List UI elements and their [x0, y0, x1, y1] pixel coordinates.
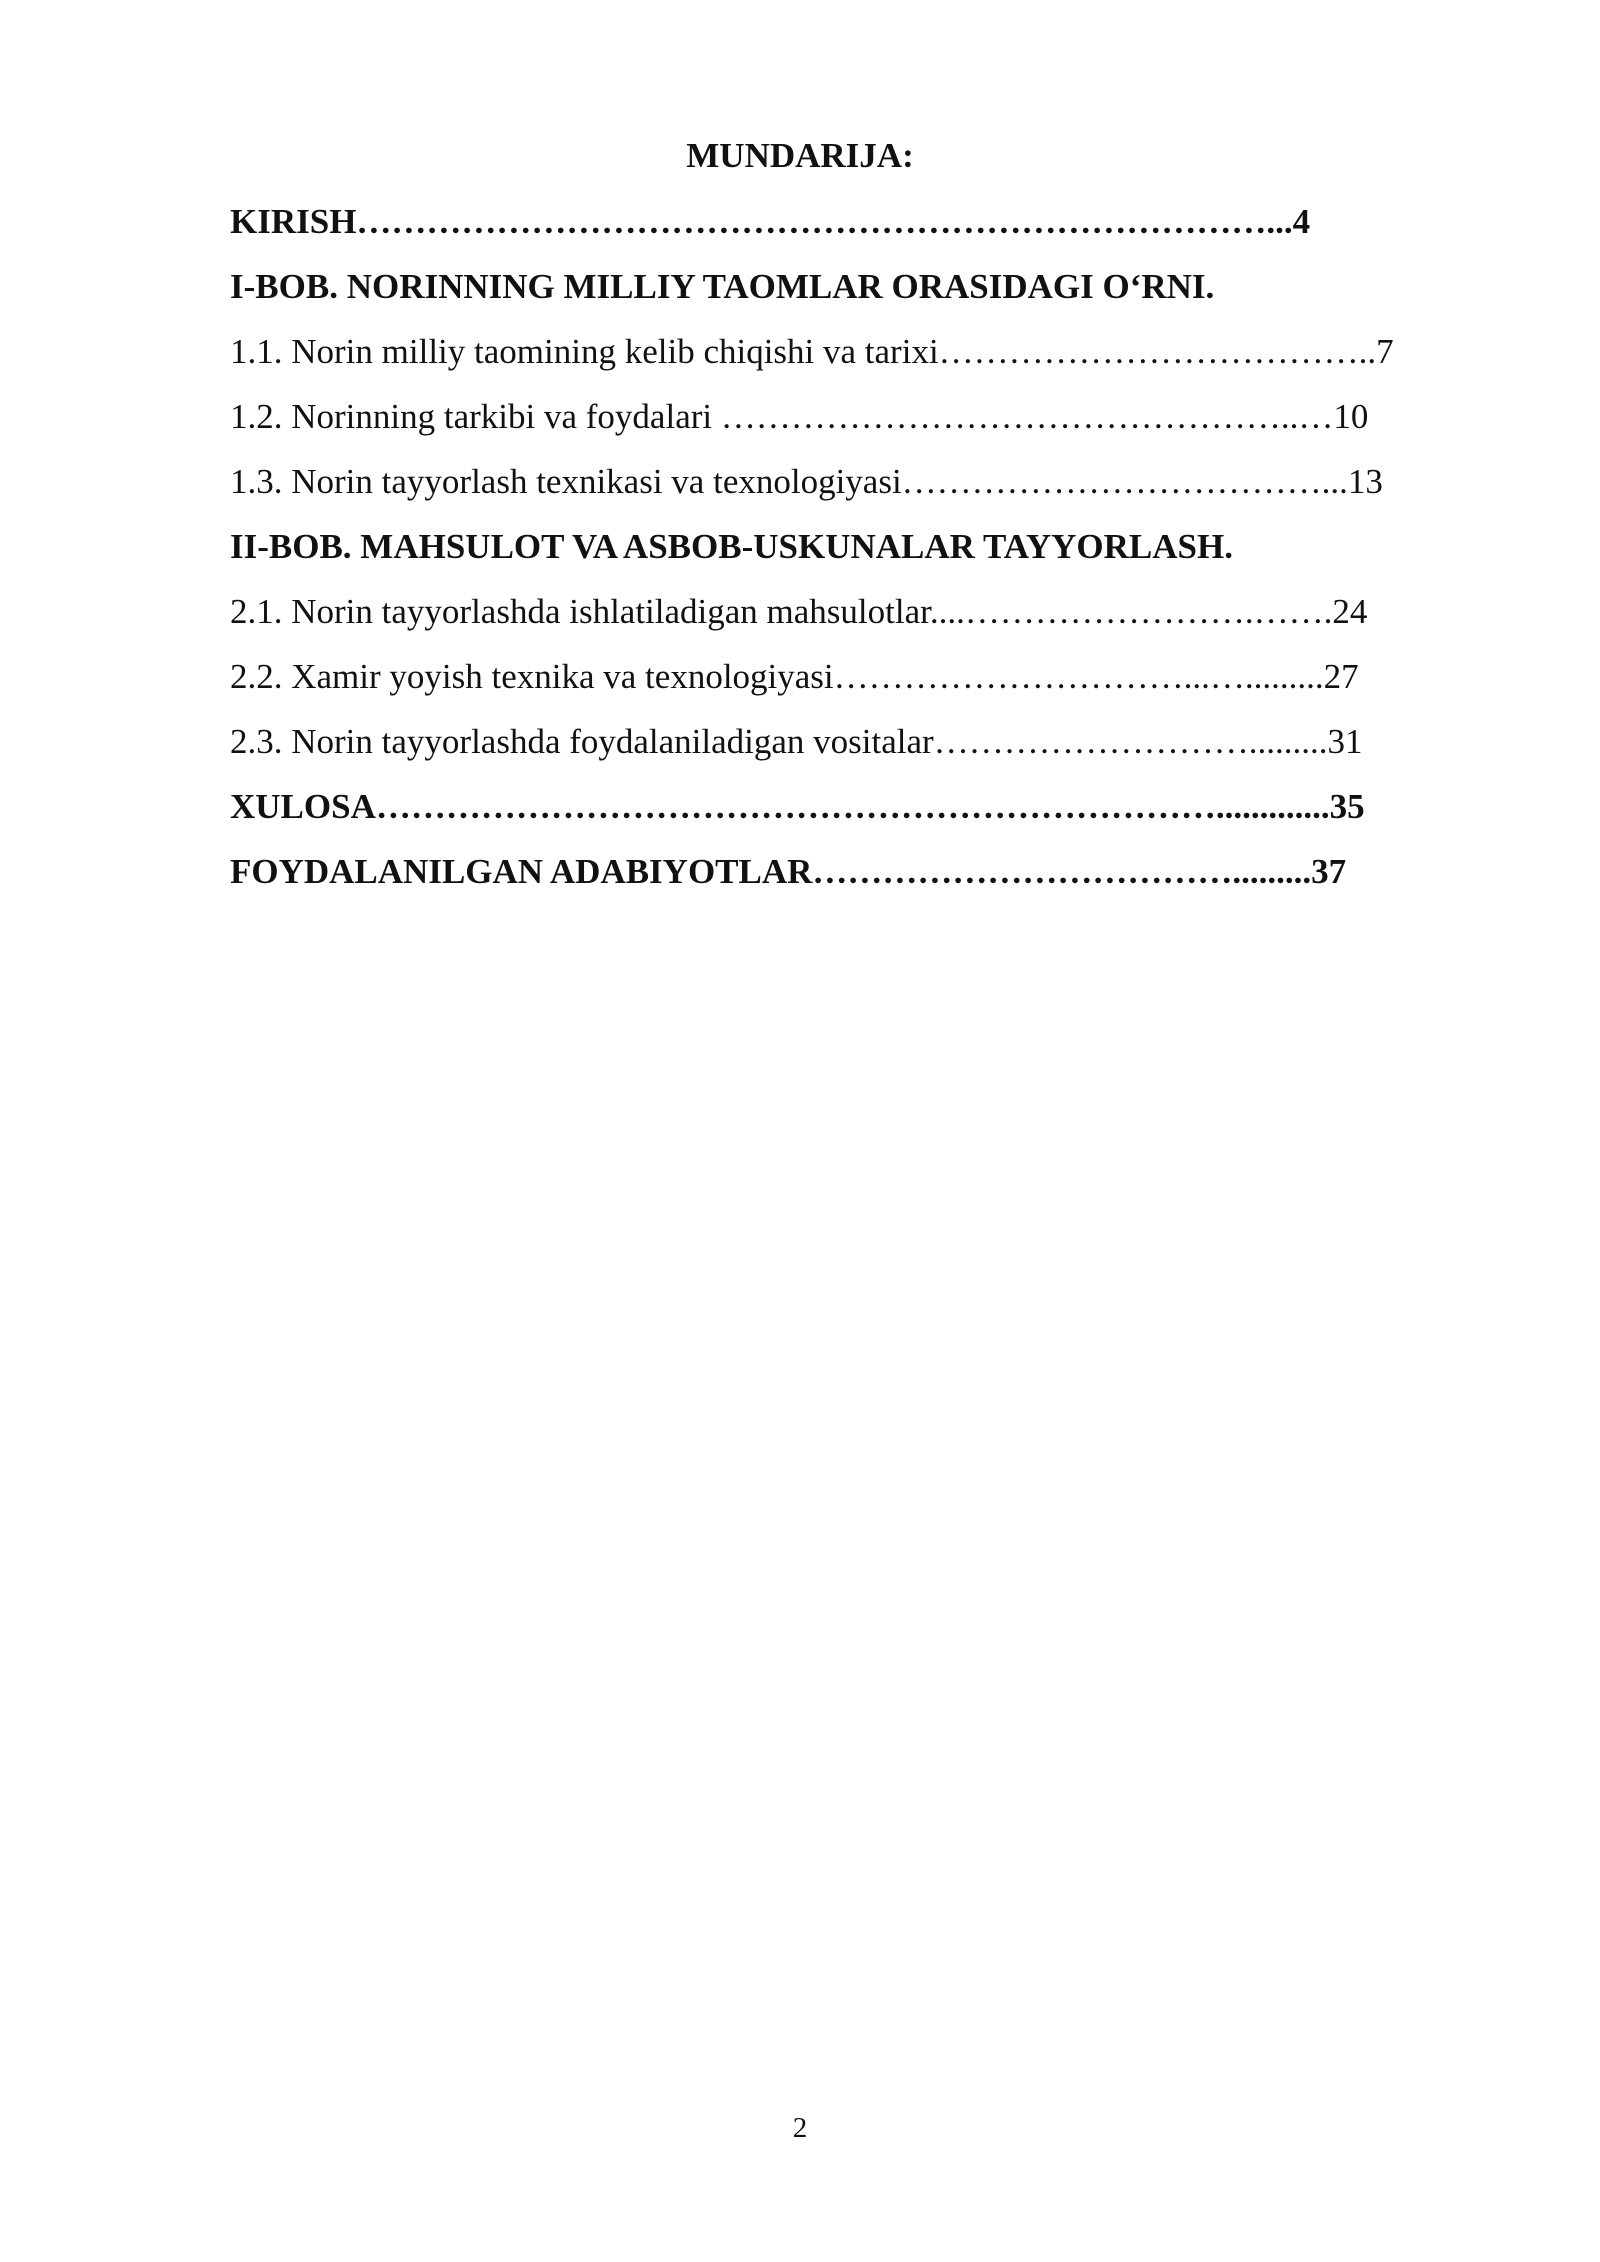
toc-entry-kirish: KIRISH……………………………………………………………………...4 — [230, 202, 1311, 241]
toc-section-1-3: 1.3. Norin tayyorlash texnikasi va texnologiyasi………………………………...13 — [230, 462, 1383, 501]
toc-title: MUNDARIJA: — [686, 136, 914, 175]
toc-entry-xulosa: XULOSA……………………………………………………………….............35 — [230, 787, 1365, 826]
toc-chapter-1: I-BOB. NORINNING MILLIY TAOMLAR ORASIDAGI O‘RNI. — [230, 267, 1215, 306]
toc-section-2-2: 2.2. Xamir yoyish texnika va texnologiyasi…………………………...….........27 — [230, 657, 1359, 696]
toc-section-2-1: 2.1. Norin tayyorlashda ishlatiladigan mahsulotlar....…………………….…….24 — [230, 592, 1368, 631]
toc-section-1-2: 1.2. Norinning tarkibi va foydalari …………………………………………..…10 — [230, 397, 1369, 436]
page-number: 2 — [792, 2112, 808, 2144]
toc-section-2-3: 2.3. Norin tayyorlashda foydalaniladigan vositalar……………………….........31 — [230, 722, 1363, 761]
toc-section-1-1: 1.1. Norin milliy taomining kelib chiqishi va tarixi………………………………..7 — [230, 332, 1394, 371]
toc-chapter-2: II-BOB. MAHSULOT VA ASBOB-USKUNALAR TAYYORLASH. — [230, 527, 1233, 566]
table-of-contents — [230, 197, 1490, 912]
toc-entry-adabiyotlar: FOYDALANILGAN ADABIYOTLAR……………………………….........37 — [230, 852, 1347, 891]
